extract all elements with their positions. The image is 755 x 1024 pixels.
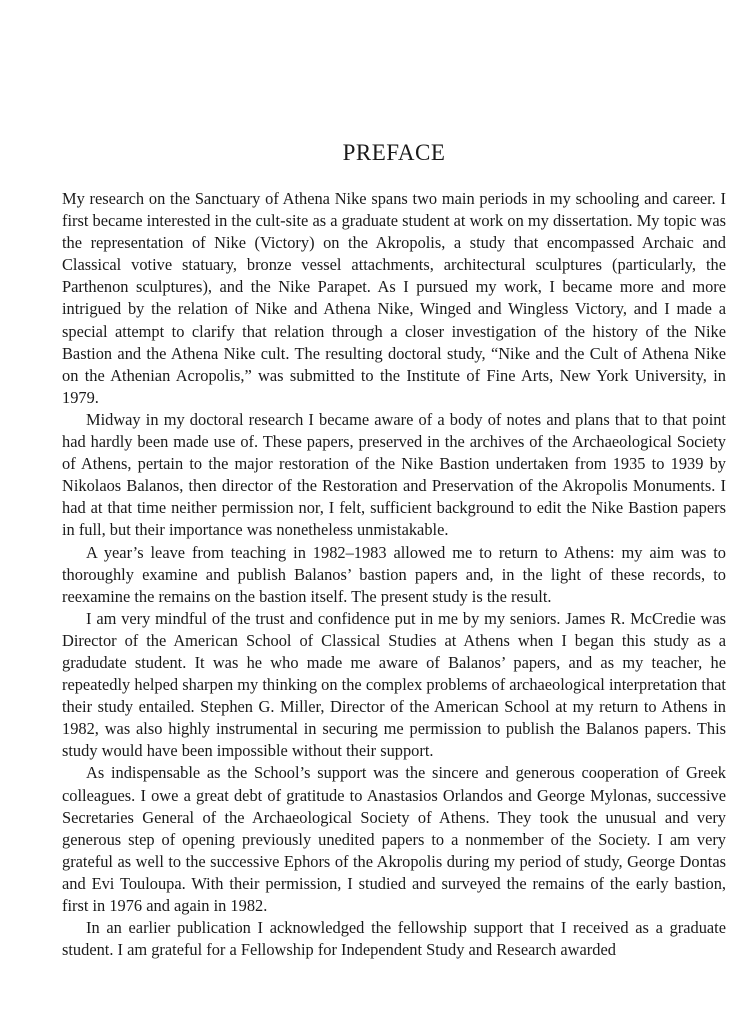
paragraph-1: My research on the Sanctuary of Athena Nike spans two main periods in my schooling and career. I first became interested in the cult-site as a graduate student at work on my dissertation. My topic was the representation of Nike (Victory) on the Akropolis, a study that encompassed Archaic and Classical votive statuary, bronze vessel attachments, architectural sculptures (particularly, the Parthenon sculptures), and the Nike Parapet. As I pursued my work, I became more and more intrigued by the relation of Nike and Athena Nike, Winged and Wingless Victory, and I made a special attempt to clarify that relation through a closer investigation of the history of the Nike Bastion and the Athena Nike cult. The resulting doctoral study, “Nike and the Cult of Athena Nike on the Athenian Acropolis,” was submitted to the Institute of Fine Arts, New York University, in 1979. <box>62 189 726 407</box>
page-title: PREFACE <box>342 140 446 165</box>
paragraph-3: A year’s leave from teaching in 1982–1983 allowed me to return to Athens: my aim was to thoroughly examine and publish Balanos’ bastion papers and, in the light of these records, to reexamine the remains on the bastion itself. The present study is the result. <box>62 542 726 606</box>
preface-body <box>62 188 726 961</box>
paragraph-6: In an earlier publication I acknowledged the fellowship support that I received as a graduate student. I am grateful for a Fellowship for Independent Study and Research awarded <box>62 918 726 960</box>
paragraph-4: I am very mindful of the trust and confidence put in me by my seniors. James R. McCredie was Director of the American School of Classical Studies at Athens when I began this study as a gradudate student. It was he who made me aware of Balanos’ papers, and as my teacher, he repeatedly helped sharpen my thinking on the complex problems of archaeological interpretation that their study entailed. Stephen G. Miller, Director of the American School at my return to Athens in 1982, was also highly instrumental in securing me permission to publish the Balanos papers. This study would have been impossible without their support. <box>62 608 726 761</box>
paragraph-2: Midway in my doctoral research I became aware of a body of notes and plans that to that point had hardly been made use of. These papers, preserved in the archives of the Archaeological Society of Athens, pertain to the major restoration of the Nike Bastion undertaken from 1935 to 1939 by Nikolaos Balanos, then director of the Restoration and Preservation of the Akropolis Monuments. I had at that time neither permission nor, I felt, sufficient background to edit the Nike Bastion papers in full, but their importance was nonetheless unmistakable. <box>62 409 726 540</box>
paragraph-5: As indispensable as the School’s support was the sincere and generous cooperation of Greek colleagues. I owe a great debt of gratitude to Anastasios Orlandos and George Mylonas, successive Secretaries General of the Archaeological Society of Athens. They took the unusual and very generous step of opening previously unedited papers to a nonmember of the Society. I am very grateful as well to the successive Ephors of the Akropolis during my period of study, George Dontas and Evi Touloupa. With their permission, I studied and surveyed the remains of the early bastion, first in 1976 and again in 1982. <box>62 763 726 915</box>
